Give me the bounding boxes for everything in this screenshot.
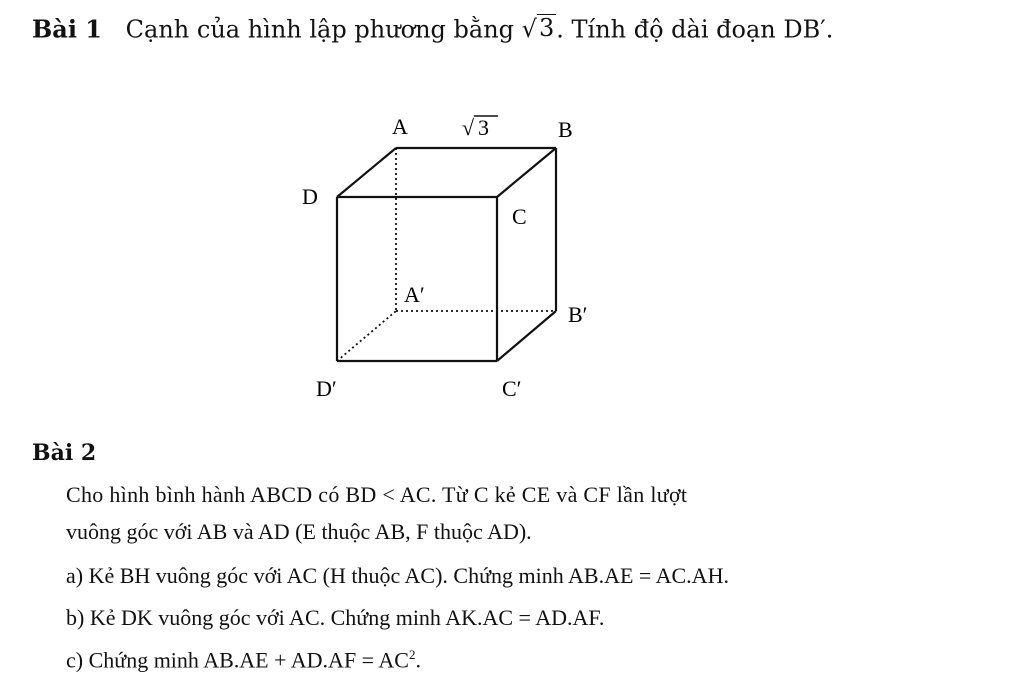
- label-Dprime: D′: [316, 376, 337, 401]
- edge-CB: [497, 148, 556, 197]
- hidden-edge-DprimeAprime: [337, 311, 396, 361]
- bai2-part-c-sup: 2: [408, 647, 416, 662]
- bai2-part-b: b) Kẻ DK vuông góc với AC. Chứng minh AK.AC = AD.AF.: [66, 605, 605, 630]
- bai1-heading: Bài 1: [32, 14, 103, 44]
- edge-DA: [337, 148, 396, 197]
- label-Cprime: C′: [502, 376, 522, 401]
- bai1-text-after: . Tính độ dài đoạn DB′.: [556, 15, 834, 44]
- label-Bprime: B′: [568, 302, 588, 327]
- bai2-part-a: a) Kẻ BH vuông góc với AC (H thuộc AC). Chứng minh AB.AE = AC.AH.: [66, 563, 729, 588]
- label-D: D: [302, 184, 318, 209]
- bai1-text-before: Cạnh của hình lập phương bằng: [125, 15, 515, 44]
- label-C: C: [512, 204, 527, 229]
- label-Aprime: A′: [404, 282, 425, 307]
- bai2-part-c: [66, 647, 421, 673]
- bai1-sqrt: √ 3: [521, 14, 555, 44]
- svg-text:√: √: [462, 115, 475, 140]
- bai2-part-c-end: .: [415, 647, 421, 673]
- bai1-sqrt-value: 3: [538, 14, 555, 42]
- cube-figure: [290, 106, 630, 416]
- label-B: B: [558, 117, 573, 142]
- bai2-heading: Bài 2: [32, 440, 97, 466]
- edge-sqrt-value: 3: [478, 115, 489, 140]
- bai2-intro-line1: Cho hình bình hành ABCD có BD < AC. Từ C kẻ CE và CF lần lượt: [66, 482, 688, 507]
- edge-sqrt-label: [462, 115, 498, 140]
- edge-CprimeBprime: [497, 311, 556, 361]
- label-A: A: [392, 114, 408, 139]
- bai2-part-c-main: c) Chứng minh AB.AE + AD.AF = AC: [66, 647, 409, 673]
- bai2-intro-line2: vuông góc với AB và AD (E thuộc AB, F thuộc AD).: [66, 519, 532, 544]
- bai1-line: [32, 14, 833, 43]
